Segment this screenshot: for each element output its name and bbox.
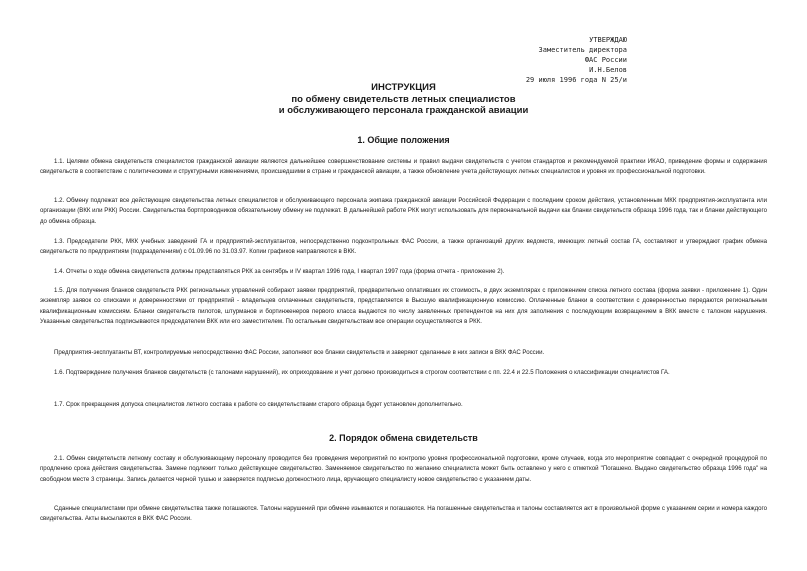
paragraph: 1.7. Срок прекращения допуска специалистов летного состава к работе со свидетельствами старого образца будет установлен дополнительно. — [54, 401, 463, 408]
paragraph: 1.3. Председатели РКК, МКК учебных заведений ГА и предприятий-эксплуатантов, непосредственно подконтрольных ФАС России, а также организаций других ведомств, имеющих летный состав ГА, составляют и утверждают график обмена свидетельств по предприятиям (подразделениям) с 01.09.96 по 31.03.97. Копии графиков направляются в ВКК. — [40, 238, 767, 256]
section-heading: 2. Порядок обмена свидетельств — [329, 433, 478, 443]
title-line: ИНСТРУКЦИЯ — [371, 82, 436, 93]
paragraph: 1.5. Для получения бланков свидетельств РКК региональных управлений собирают заявки предприятий, предварительно оплативших их стоимость, в двух экземплярах с приложением списка летного состава (форма заявки - приложение 1). Один экземпляр заявок со списками и доверенностями от предприятий - владельцев оплаченных свидетельств, представляется в Высшую квалификационную комиссию. Оплаченные бланки в соответствии с доверенностью передаются региональным квалификационным комиссиям. Бланки свидетельств пилотов, штурманов и бортинженеров первого класса выдаются по числу заявленных претендентов на них для заполнения с последующим возвращением в ВКК вместе с талоном нарушения. Указанные свидетельства подписываются председателем ВКК или его заместителем. По остальным свидетельствам все операции осуществляются в РКК. — [40, 287, 767, 326]
paragraph: 2.1. Обмен свидетельств летному составу и обслуживающему персоналу проводится без проведения мероприятий по контролю уровня профессиональной подготовки, кроме случаев, когда это мероприятие совпадает с очередной процедурой по продлению срока действия свидетельства. Замене подлежит только действующее свидетельство. Заменяемое свидетельство по желанию специалиста может быть оставлено у него с отметкой "Погашено. Выдано свидетельство образца 1996 года" на свободном месте 3 страницы. Запись делается черной тушью и заверяется подписью должностного лица, вручающего специалисту новое свидетельство с указанием даты. — [40, 455, 767, 483]
approval-block — [367, 35, 627, 85]
approval-line: И.Н.Белов — [589, 66, 627, 74]
section-heading: 1. Общие положения — [357, 135, 450, 145]
approval-line: УТВЕРЖДАЮ — [589, 36, 627, 44]
title-line: и обслуживающего персонала гражданской авиации — [278, 105, 529, 116]
paragraph: 1.1. Целями обмена свидетельств специалистов гражданской авиации являются дальнейшее совершенствование системы и правил выдачи свидетельств с учетом стандартов и рекомендуемой практики ИКАО, приведение формы и содержания свидетельств в соответствие с политическими и структурными изменениями, происшедшими в стране и гражданской авиации, а также обновление учета действующих летных специалистов и уровня их профессиональной подготовки. — [40, 158, 767, 176]
paragraph: Сданные специалистами при обмене свидетельства также погашаются. Талоны нарушений при обмене изымаются и погашаются. На погашенные свидетельства и талоны составляется акт в произвольной форме с указанием серии и номера каждого свидетельства. Акты высылаются в ВКК ФАС России. — [40, 505, 767, 523]
document-title — [0, 82, 807, 117]
title-line: по обмену свидетельств летных специалистов — [291, 93, 516, 105]
paragraph: 1.2. Обмену подлежат все действующие свидетельства летных специалистов и обслуживающего персонала экипажа гражданской авиации Российской Федерации с последним сроком действия, установленным МКК предприятия-эксплуатанта или организации (ВКК или РКК) России. Свидетельства бортпроводников обязательному обмену не подлежат. В дальнейшей работе РКК могут использовать для первоначальной выдачи как бланки свидетельств образца 1996 года, так и бланки действующего до обмена образца. — [40, 197, 767, 225]
paragraph: 1.4. Отчеты о ходе обмена свидетельств должны представляться РКК за сентябрь и IV квартал 1996 года, I квартал 1997 года (форма отчета - приложение 2). — [54, 268, 505, 275]
paragraph: 1.6. Подтверждение получения бланков свидетельств (с талонами нарушений), их оприходование и учет должно производиться в строгом соответствии с пп. 22.4 и 22.5 Положения о классификации специалистов ГА. — [54, 369, 670, 376]
paragraph: Предприятия-эксплуатанты ВТ, контролируемые непосредственно ФАС России, заполняют все бланки свидетельств и заверяют сделанные в них записи в ВКК ФАС России. — [54, 349, 545, 356]
approval-line: 29 июля 1996 года N 25/и — [525, 76, 627, 84]
approval-line: Заместитель директора — [538, 46, 627, 54]
approval-line: ФАС России — [584, 56, 627, 64]
